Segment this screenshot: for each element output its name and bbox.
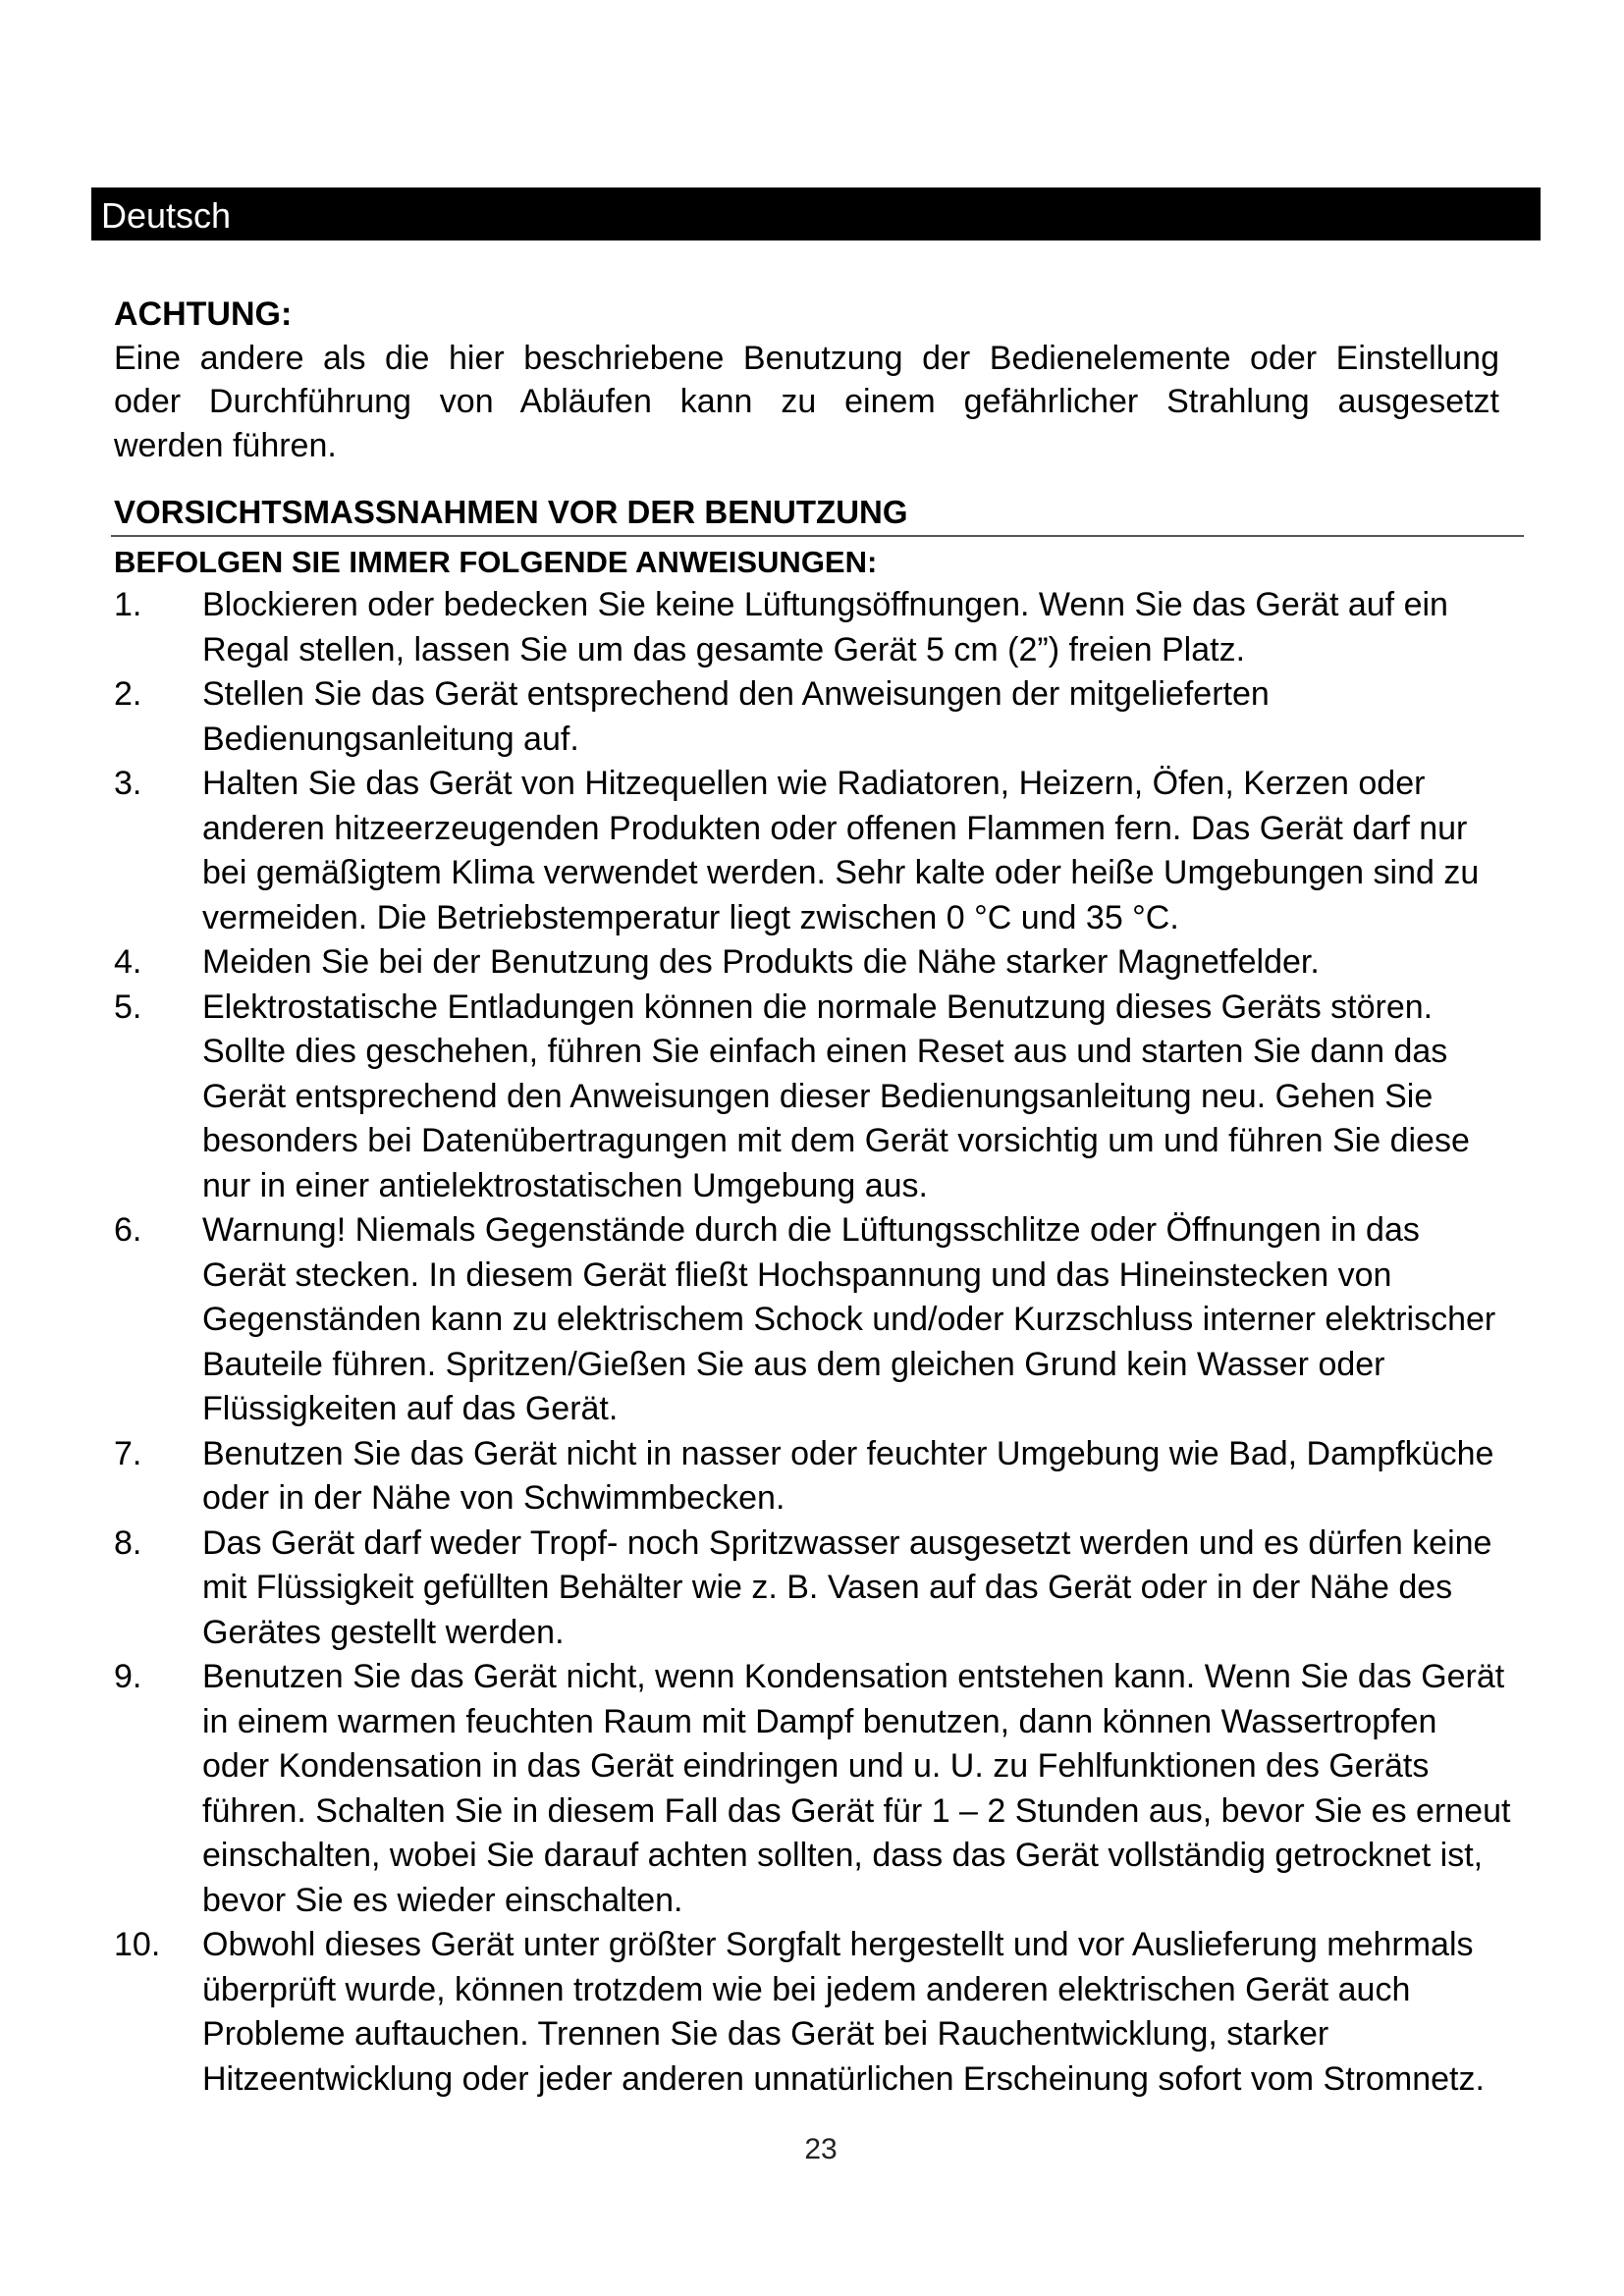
instruction-text (202, 762, 1547, 940)
instruction-item-4 (114, 940, 1547, 986)
language-header-bar (91, 187, 1541, 240)
section-subtitle: BEFOLGEN SIE IMMER FOLGENDE ANWEISUNGEN: (114, 545, 878, 579)
instruction-item-1 (114, 583, 1547, 672)
instruction-text-line: Gegenständen kann zu elektrischem Schock und/oder Kurzschluss interner elektrischer (202, 1301, 1496, 1338)
instruction-text-line: Bauteile führen. Spritzen/Gießen Sie aus dem gleichen Grund kein Wasser oder (202, 1345, 1385, 1383)
instruction-text-line: Warnung! Niemals Gegenstände durch die Lüftungsschlitze oder Öffnungen in das (202, 1211, 1420, 1249)
instruction-number: 3. (114, 765, 142, 802)
instruction-number: 2. (114, 675, 142, 713)
instruction-text-line: Elektrostatische Entladungen können die normale Benutzung dieses Geräts stören. (202, 988, 1434, 1026)
instruction-text-line: Sollte dies geschehen, führen Sie einfach einen Reset aus und starten Sie dann das (202, 1033, 1448, 1070)
instruction-number: 9. (114, 1658, 142, 1695)
instruction-text-line: Halten Sie das Gerät von Hitzequellen wie Radiatoren, Heizern, Öfen, Kerzen oder (202, 765, 1426, 802)
instruction-text-line: Flüssigkeiten auf das Gerät. (202, 1390, 619, 1427)
instruction-number: 7. (114, 1434, 142, 1472)
instruction-text-line: oder Kondensation in das Gerät eindringen und u. U. zu Fehlfunktionen des Geräts (202, 1747, 1430, 1785)
instruction-text-line: oder in der Nähe von Schwimmbecken. (202, 1479, 785, 1517)
instruction-list (114, 583, 1547, 2102)
instruction-item-2 (114, 672, 1547, 762)
instruction-number: 1. (114, 586, 142, 623)
instruction-text-line: bevor Sie es wieder einschalten. (202, 1881, 683, 1919)
language-label: Deutsch (101, 195, 232, 236)
warning-title: ACHTUNG: (114, 295, 293, 333)
page-number: 23 (804, 2133, 838, 2165)
warning-text-line: oder Durchführung von Abläufen kann zu einem gefährlicher Strahlung ausgesetzt (114, 383, 1499, 420)
instruction-item-3 (114, 762, 1547, 940)
instruction-text-line: Hitzeentwicklung oder jeder anderen unnatürlichen Erscheinung sofort vom Stromnetz. (202, 2059, 1485, 2098)
instruction-text-line: Gerätes gestellt werden. (202, 1613, 565, 1651)
warning-block (114, 293, 1499, 467)
instruction-text-line: Gerät stecken. In diesem Gerät fließt Hochspannung und das Hineinstecken von (202, 1255, 1392, 1294)
instruction-text (202, 1923, 1547, 2102)
instruction-text (202, 1208, 1547, 1432)
instruction-text-line: Regal stellen, lassen Sie um das gesamte Gerät 5 cm (2”) freien Platz. (202, 630, 1246, 668)
instruction-text (202, 940, 1547, 986)
instruction-text-line: Stellen Sie das Gerät entsprechend den Anweisungen der mitgelieferten (202, 675, 1270, 713)
instruction-item-6 (114, 1208, 1547, 1432)
instruction-text-line: Gerät entsprechend den Anweisungen dieser Bedienungsanleitung neu. Gehen Sie (202, 1077, 1434, 1115)
section-divider (111, 535, 1524, 537)
instruction-text (202, 986, 1547, 1209)
instruction-item-5 (114, 986, 1547, 1209)
instruction-text-line: Benutzen Sie das Gerät nicht in nasser oder feuchter Umgebung wie Bad, Dampfküche (202, 1434, 1494, 1472)
instruction-text-line: Obwohl dieses Gerät unter größter Sorgfalt hergestellt und vor Auslieferung mehrmals (202, 1926, 1474, 1963)
instruction-text (202, 1432, 1547, 1522)
instruction-text-line: nur in einer antielektrostatischen Umgebung aus. (202, 1166, 928, 1204)
instruction-text (202, 672, 1547, 762)
instruction-item-7 (114, 1432, 1547, 1522)
instruction-text (202, 1655, 1547, 1923)
instruction-text-line: Das Gerät darf weder Tropf- noch Spritzwasser ausgesetzt werden und es dürfen keine (202, 1523, 1492, 1562)
instruction-text-line: in einem warmen feuchten Raum mit Dampf benutzen, dann können Wassertropfen (202, 1702, 1437, 1740)
instruction-number: 5. (114, 988, 142, 1026)
instruction-number: 8. (114, 1523, 142, 1562)
instruction-text-line: mit Flüssigkeit gefüllten Behälter wie z. B. Vasen auf das Gerät oder in der Nähe des (202, 1569, 1453, 1606)
instruction-text-line: anderen hitzeerzeugenden Produkten oder offenen Flammen fern. Das Gerät darf nur (202, 809, 1468, 847)
instruction-text-line: einschalten, wobei Sie darauf achten sollten, dass das Gerät vollständig getrocknet ist, (202, 1837, 1484, 1874)
instruction-text-line: besonders bei Datenübertragungen mit dem Gerät vorsichtig um und führen Sie diese (202, 1122, 1470, 1159)
instruction-number: 6. (114, 1211, 142, 1249)
instruction-text-line: Probleme auftauchen. Trennen Sie das Gerät bei Rauchentwicklung, starker (202, 2015, 1329, 2053)
instruction-text-line: Benutzen Sie das Gerät nicht, wenn Kondensation entstehen kann. Wenn Sie das Gerät (202, 1658, 1505, 1695)
instruction-item-10 (114, 1923, 1547, 2102)
instruction-text-line: Bedienungsanleitung auf. (202, 720, 579, 758)
warning-text-line: werden führen. (114, 426, 337, 464)
instruction-text (202, 1522, 1547, 1656)
instruction-number: 10. (114, 1926, 161, 1963)
instruction-text-line: Meiden Sie bei der Benutzung des Produkts die Nähe starker Magnetfelder. (202, 943, 1320, 981)
instruction-text-line: vermeiden. Die Betriebstemperatur liegt zwischen 0 °C und 35 °C. (202, 898, 1179, 936)
instruction-item-9 (114, 1655, 1547, 1923)
warning-text-line: Eine andere als die hier beschriebene Benutzung der Bedienelemente oder Einstellung (114, 339, 1499, 377)
instruction-item-8 (114, 1522, 1547, 1656)
instruction-text (202, 583, 1547, 672)
instruction-number: 4. (114, 943, 142, 981)
instruction-text-line: führen. Schalten Sie in diesem Fall das Gerät für 1 – 2 Stunden aus, bevor Sie es erneut (202, 1791, 1511, 1830)
instruction-text-line: Blockieren oder bedecken Sie keine Lüftungsöffnungen. Wenn Sie das Gerät auf ein (202, 586, 1448, 623)
instruction-text-line: bei gemäßigtem Klima verwendet werden. Sehr kalte oder heiße Umgebungen sind zu (202, 854, 1480, 891)
section-title: VORSICHTSMASSNAHMEN VOR DER BENUTZUNG (114, 494, 908, 530)
instruction-text-line: überprüft wurde, können trotzdem wie bei jedem anderen elektrischen Gerät auch (202, 1970, 1411, 2008)
